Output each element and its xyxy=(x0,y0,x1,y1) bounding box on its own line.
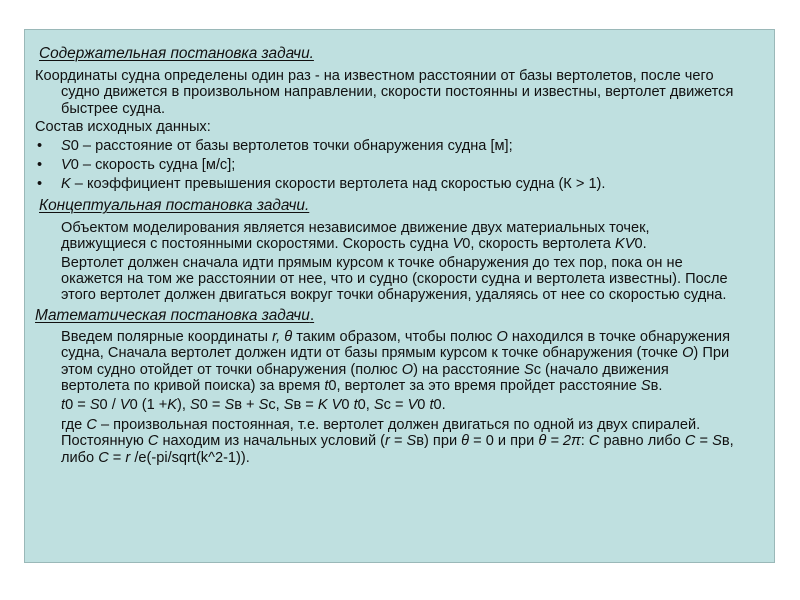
text-run: находился в точке обнаружения судна, Сначала вертолет должен идти от базы прямым курсом к точке обнаружения (точке xyxy=(61,328,730,362)
text-run: 0 (1 + xyxy=(129,396,168,413)
symbol-r: r xyxy=(125,449,131,466)
slide xyxy=(24,29,775,563)
symbol-c: С xyxy=(147,433,159,450)
text-run: в = xyxy=(293,396,318,413)
text-run: где xyxy=(61,416,87,433)
text-run: 0 = xyxy=(65,396,90,413)
list-item xyxy=(35,176,735,192)
symbol-v: V xyxy=(452,236,463,253)
text-run: : xyxy=(580,433,589,450)
symbol-s: S xyxy=(61,137,71,154)
heading-math-statement xyxy=(35,306,735,325)
paragraph-modeling-object xyxy=(35,220,735,253)
symbol-theta: θ = 2π xyxy=(538,433,581,450)
symbol-k: K xyxy=(167,396,178,413)
symbol-k: K xyxy=(61,176,71,193)
symbol-v: V xyxy=(407,396,418,413)
heading-content-statement: Содержательная постановка задачи. xyxy=(39,45,314,62)
paragraph-polar-coordinates xyxy=(35,329,735,395)
list-item-text: – коэффициент превышения скорости вертолета над скоростью судна (К > 1). xyxy=(70,176,606,193)
symbol-c: С xyxy=(684,433,696,450)
text-run: /е(-pi/sqrt(k^2-1)). xyxy=(130,449,250,466)
symbol-s: S xyxy=(283,396,294,413)
symbol-s: S xyxy=(406,433,417,450)
text-run: с = xyxy=(383,396,408,413)
text-run: 0 xyxy=(341,396,354,413)
symbol-s: S xyxy=(89,396,100,413)
bullet-icon: • xyxy=(37,176,43,193)
text-run: равно либо xyxy=(599,433,685,450)
symbol-kv: KV xyxy=(614,236,635,253)
text-run: с, xyxy=(268,396,284,413)
text-run: 0, вертолет за это время пройдет расстояние xyxy=(328,378,641,395)
list-item xyxy=(35,138,735,154)
symbol-t: t xyxy=(353,396,358,413)
symbol-r-theta: r, θ xyxy=(272,328,293,345)
text-run: 0, xyxy=(357,396,374,413)
symbol-o: О xyxy=(496,328,508,345)
list-item-text: 0 – расстояние от базы вертолетов точки обнаружения судна [м]; xyxy=(70,137,513,154)
text-run: = 0 и при xyxy=(469,433,539,450)
symbol-o: О xyxy=(682,345,694,362)
text-run: Введем полярные координаты xyxy=(61,328,273,345)
symbol-theta: θ xyxy=(461,433,470,450)
symbol-s: S xyxy=(373,396,384,413)
symbol-s: S xyxy=(224,396,235,413)
text-run: = xyxy=(108,449,126,466)
text-run: = xyxy=(389,433,407,450)
paragraph-helicopter-course: Вертолет должен сначала идти прямым курсом к точке обнаружения до тех пор, пока он не окажется на том же расстоянии от нее, что и судно (скорости судна и вертолета известны). После этого вертолет должен двигаться вокруг точки обнаружения, удаляясь от нее со скоростью судна. xyxy=(61,254,728,304)
symbol-s: S xyxy=(523,361,534,378)
text-run: Объектом моделирования является независимое движение двух материальных точек, движущиеся с постоянными скоростями. Скорость судна xyxy=(61,219,650,253)
list-item xyxy=(35,157,735,173)
formula-line xyxy=(35,397,735,413)
text-run: 0. xyxy=(634,236,647,253)
paragraph-ship-coordinates: Координаты судна определены один раз - на известном расстоянии от базы вертолетов, после чего судно движется в произвольном направлении, скорости постоянны и известны, вертолет движется быстрее судна. xyxy=(35,68,734,117)
bullet-icon: • xyxy=(37,137,43,154)
symbol-t: t xyxy=(429,396,434,413)
text-run: находим из начальных условий ( xyxy=(158,433,386,450)
heading-text: Математическая постановка задачи xyxy=(35,306,310,324)
text-run: в) при xyxy=(416,433,462,450)
text-run: 0 / xyxy=(99,396,120,413)
symbol-kv: K V xyxy=(317,396,342,413)
text-run: ) на расстояние xyxy=(413,361,524,378)
paragraph-input-data-title: Состав исходных данных: xyxy=(35,119,211,136)
text-run: ), xyxy=(177,396,191,413)
symbol-c: С xyxy=(588,433,600,450)
symbol-r: r xyxy=(385,433,390,450)
text-run: – произвольная постоянная, т.е. вертолет должен двигаться по одной из двух спиралей. Постоянную xyxy=(61,416,701,450)
text-run: 0. xyxy=(433,396,446,413)
text-run: в. xyxy=(650,378,663,395)
symbol-v: V xyxy=(61,157,71,174)
symbol-o: О xyxy=(401,361,414,378)
text-run: = xyxy=(695,433,713,450)
symbol-s: S xyxy=(640,378,651,395)
paragraph-spiral-constant xyxy=(35,417,735,466)
text-run: в + xyxy=(234,396,259,413)
text-run: с (начало движения вертолета по кривой поиска) за время xyxy=(61,361,669,395)
symbol-c: С xyxy=(98,449,109,466)
symbol-v: V xyxy=(119,396,130,413)
bullet-icon: • xyxy=(37,157,43,174)
symbol-c: С xyxy=(86,416,97,433)
slide-content xyxy=(35,44,735,468)
text-run: в, либо xyxy=(61,433,734,466)
text-run: таким образом, чтобы полюс xyxy=(292,328,497,345)
symbol-t: t xyxy=(61,396,66,413)
symbol-s: S xyxy=(712,433,722,450)
text-run: 0 = xyxy=(199,396,225,413)
list-item-text: 0 – скорость судна [м/с]; xyxy=(70,157,236,174)
input-data-list xyxy=(35,138,735,193)
text-run: 0 xyxy=(417,396,430,413)
symbol-s: S xyxy=(258,396,269,413)
symbol-s: S xyxy=(190,396,200,413)
heading-dot: . xyxy=(309,306,315,324)
symbol-t: t xyxy=(324,378,329,395)
text-run: ) При этом судно отойдет от точки обнаружения (полюс xyxy=(61,345,730,378)
heading-conceptual-statement: Концептуальная постановка задачи. xyxy=(39,196,310,214)
text-run: 0, скорость вертолета xyxy=(462,236,615,253)
